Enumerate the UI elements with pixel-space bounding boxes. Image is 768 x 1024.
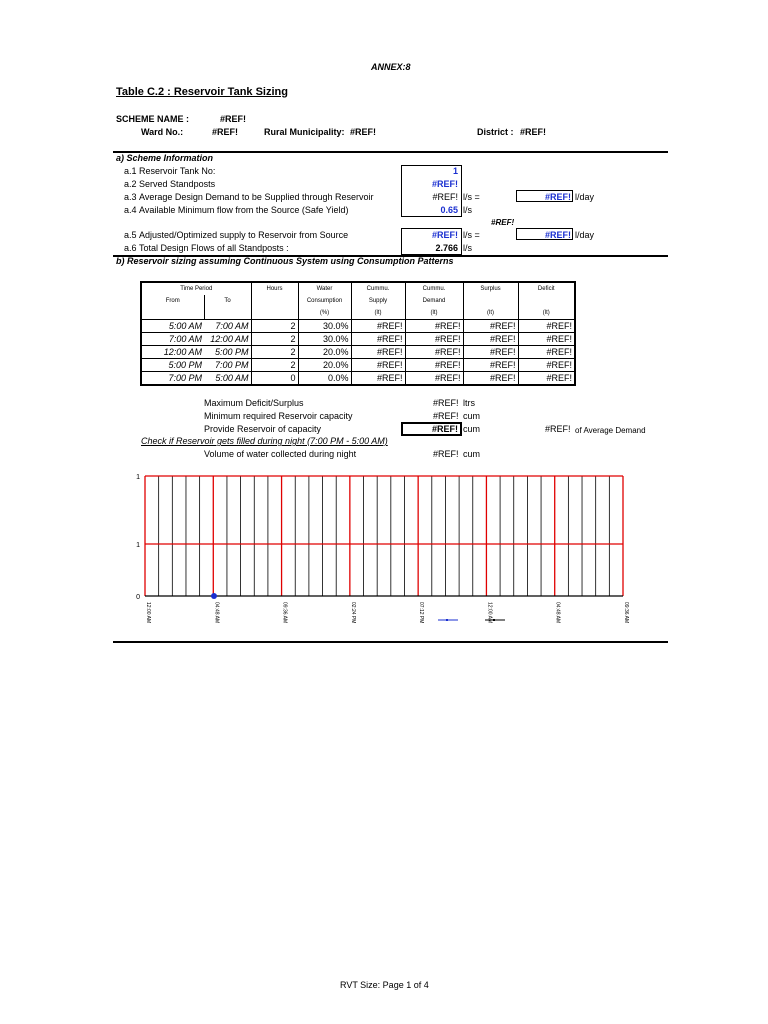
chart-data-point — [211, 593, 217, 599]
table-header-row — [141, 295, 575, 307]
chart-x-tick: 02:24 PM — [349, 602, 356, 624]
cell-consumption[interactable]: 20.0% — [298, 359, 351, 372]
cell-hours[interactable]: 2 — [251, 359, 298, 372]
cell-consumption[interactable]: 20.0% — [298, 346, 351, 359]
header-time-period: Time Period — [141, 282, 251, 295]
cell-hours[interactable]: 2 — [251, 320, 298, 333]
a1-label: a.1 Reservoir Tank No: — [124, 166, 216, 176]
chart-x-tick: 09:36 AM — [281, 602, 288, 624]
table-header-row — [141, 282, 575, 295]
a4-unit: l/s — [463, 205, 472, 215]
provide-unit: cum — [463, 424, 481, 434]
chart-x-axis — [145, 602, 629, 623]
night-label: Volume of water collected during night — [204, 449, 357, 459]
cell-consumption[interactable]: 0.0% — [298, 372, 351, 386]
cell-to: 5:00 PM — [204, 346, 251, 359]
table-header-row — [141, 307, 575, 320]
cell-demand: #REF! — [405, 359, 463, 372]
chart-y-tick: 1 — [136, 474, 140, 481]
table-body — [141, 320, 575, 386]
cell-hours[interactable]: 2 — [251, 346, 298, 359]
header-to: To — [204, 295, 251, 307]
header-cumm-supply: Cummu. — [351, 282, 405, 295]
cell-from: 5:00 PM — [141, 359, 204, 372]
table-row — [141, 359, 575, 372]
cell-demand: #REF! — [405, 346, 463, 359]
a5-label: a.5 Adjusted/Optimized supply to Reservoir from Source — [124, 230, 349, 240]
cell-surplus: #REF! — [463, 359, 518, 372]
a2-value[interactable]: #REF! — [431, 179, 458, 189]
avg-value: #REF! — [545, 424, 571, 434]
a6-value: 2.766 — [435, 243, 458, 253]
a5-lday-unit: l/day — [575, 230, 595, 240]
min-label: Minimum required Reservoir capacity — [204, 411, 353, 421]
a3-value: #REF! — [432, 192, 458, 202]
a5-lday-value: #REF! — [544, 230, 571, 240]
chart-y-tick: 1 — [136, 542, 140, 549]
provide-label: Provide Reservoir of capacity — [204, 424, 322, 434]
header-blank — [251, 307, 298, 320]
avg-label: of Average Demand — [575, 426, 646, 435]
a3-label: a.3 Average Design Demand to be Supplied through Reservoir — [124, 192, 374, 202]
cell-consumption[interactable]: 30.0% — [298, 333, 351, 346]
reservoir-chart — [113, 468, 668, 633]
section-a-title: a) Scheme Information — [116, 153, 214, 163]
header-from: From — [141, 295, 204, 307]
cell-surplus: #REF! — [463, 346, 518, 359]
cell-to: 12:00 AM — [204, 333, 251, 346]
mid-note: #REF! — [491, 218, 515, 227]
cell-demand: #REF! — [405, 333, 463, 346]
rm-label: Rural Municipality: — [264, 127, 345, 137]
a5-unit: l/s = — [463, 230, 480, 240]
a6-label: a.6 Total Design Flows of all Standposts : — [124, 243, 289, 253]
chart-y-axis — [136, 474, 140, 601]
divider-bottom — [113, 641, 668, 643]
cell-to: 7:00 AM — [204, 320, 251, 333]
cell-deficit: #REF! — [518, 320, 575, 333]
a5-value[interactable]: #REF! — [431, 230, 458, 240]
table-row — [141, 346, 575, 359]
header-unit-lt: (lt) — [463, 307, 518, 320]
check-label: Check if Reservoir gets filled during night (7:00 PM - 5:00 AM) — [141, 436, 388, 446]
cell-consumption[interactable]: 30.0% — [298, 320, 351, 333]
scheme-name-value: #REF! — [220, 114, 247, 124]
cell-hours[interactable]: 0 — [251, 372, 298, 386]
header-blank — [463, 295, 518, 307]
cell-deficit: #REF! — [518, 372, 575, 386]
min-unit: cum — [463, 411, 481, 421]
table-row — [141, 320, 575, 333]
cell-deficit: #REF! — [518, 333, 575, 346]
cell-supply: #REF! — [351, 372, 405, 386]
table-row — [141, 372, 575, 386]
chart-grid — [145, 476, 623, 596]
a4-value[interactable]: 0.65 — [440, 205, 458, 215]
cell-from: 12:00 AM — [141, 346, 204, 359]
a4-label: a.4 Available Minimum flow from the Source (Safe Yield) — [124, 205, 349, 215]
a3-lday-value: #REF! — [544, 192, 571, 202]
a6-unit: l/s — [463, 243, 472, 253]
a1-value[interactable]: 1 — [452, 166, 458, 176]
table-title: Table C.2 : Reservoir Tank Sizing — [116, 86, 288, 98]
a2-label: a.2 Served Standposts — [124, 179, 216, 189]
header-water: Water — [298, 282, 351, 295]
a3-lday-unit: l/day — [575, 192, 595, 202]
header-consumption: Consumption — [298, 295, 351, 307]
header-blank — [204, 307, 251, 320]
header-hours: Hours — [251, 282, 298, 295]
chart-x-tick: 07:12 PM — [418, 602, 425, 624]
header-blank — [141, 307, 204, 320]
header-deficit: Deficit — [518, 282, 575, 295]
table-row — [141, 333, 575, 346]
max-value: #REF! — [433, 398, 459, 408]
a3-unit: l/s = — [463, 192, 480, 202]
chart-legend — [438, 619, 505, 621]
cell-surplus: #REF! — [463, 320, 518, 333]
ward-value: #REF! — [212, 127, 239, 137]
consumption-table — [140, 281, 576, 386]
section-b-title: b) Reservoir sizing assuming Continuous System using Consumption Patterns — [116, 256, 454, 266]
cell-deficit: #REF! — [518, 359, 575, 372]
chart-x-tick: 09:36 AM — [623, 602, 629, 624]
header-supply: Supply — [351, 295, 405, 307]
cell-from: 7:00 PM — [141, 372, 204, 386]
min-value: #REF! — [433, 411, 459, 421]
cell-to: 7:00 PM — [204, 359, 251, 372]
cell-to: 5:00 AM — [204, 372, 251, 386]
scheme-name-label: SCHEME NAME : — [116, 114, 190, 124]
header-unit-lt: (lt) — [518, 307, 575, 320]
cell-deficit: #REF! — [518, 346, 575, 359]
max-label: Maximum Deficit/Surplus — [204, 398, 304, 408]
page-footer: RVT Size: Page 1 of 4 — [340, 980, 429, 990]
cell-supply: #REF! — [351, 333, 405, 346]
ward-label: Ward No.: — [141, 127, 184, 137]
cell-from: 7:00 AM — [141, 333, 204, 346]
chart-x-tick: 12:00 AM — [145, 602, 151, 624]
chart-y-tick: 0 — [136, 594, 140, 601]
cell-supply: #REF! — [351, 346, 405, 359]
cell-hours[interactable]: 2 — [251, 333, 298, 346]
chart-x-tick: 12:00 AM — [486, 602, 493, 624]
header-cumm-demand: Cummu. — [405, 282, 463, 295]
district-label: District : — [477, 127, 514, 137]
annex-label: ANNEX:8 — [371, 62, 411, 72]
chart-x-tick: 04:48 AM — [213, 602, 220, 624]
header-blank — [518, 295, 575, 307]
cell-surplus: #REF! — [463, 372, 518, 386]
header-blank — [251, 295, 298, 307]
cell-supply: #REF! — [351, 359, 405, 372]
header-unit-lt: (lt) — [351, 307, 405, 320]
cell-supply: #REF! — [351, 320, 405, 333]
header-surplus: Surplus — [463, 282, 518, 295]
cell-demand: #REF! — [405, 320, 463, 333]
provide-value[interactable]: #REF! — [431, 424, 458, 434]
header-unit-lt: (lt) — [405, 307, 463, 320]
header-demand: Demand — [405, 295, 463, 307]
cell-surplus: #REF! — [463, 333, 518, 346]
chart-x-tick: 04:48 AM — [554, 602, 561, 624]
cell-from: 5:00 AM — [141, 320, 204, 333]
night-value: #REF! — [433, 449, 459, 459]
rm-value: #REF! — [350, 127, 377, 137]
cell-demand: #REF! — [405, 372, 463, 386]
header-unit-pct: (%) — [298, 307, 351, 320]
max-unit: ltrs — [463, 398, 475, 408]
district-value: #REF! — [520, 127, 547, 137]
night-unit: cum — [463, 449, 481, 459]
